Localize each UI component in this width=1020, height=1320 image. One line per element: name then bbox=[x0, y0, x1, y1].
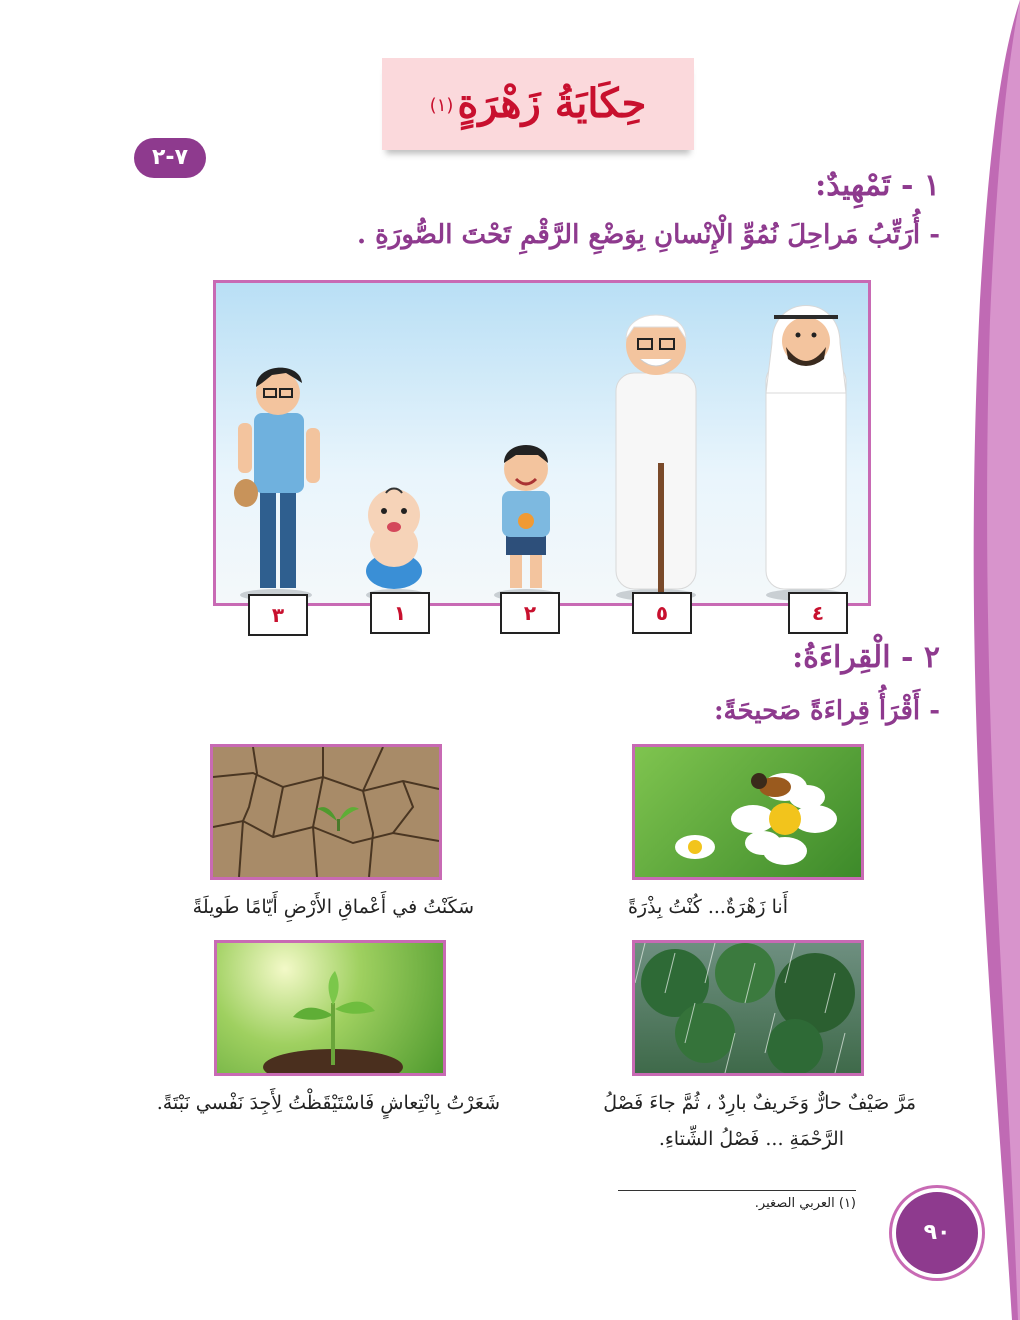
number-box-baby[interactable]: ١ bbox=[370, 592, 430, 634]
page-number-badge: ٩٠ bbox=[892, 1188, 982, 1278]
footnote: (١) العربي الصغير. bbox=[754, 1196, 856, 1211]
number-box-old-man[interactable]: ٥ bbox=[632, 592, 692, 634]
young-man-figure bbox=[234, 368, 320, 588]
growth-figures-svg bbox=[216, 283, 868, 603]
old-man-figure bbox=[616, 315, 696, 593]
caption-sprout: شَعَرْتُ بِانْتِعاشٍ فَاسْتَيْقَظْتُ لِأَجِدَ نَفْسي نَبْتَةً. bbox=[156, 1092, 500, 1114]
section2-instruction: - أَقْرَأُ قِراءَةً صَحيحَةً: bbox=[713, 696, 940, 726]
caption-flower: أَنا زَهْرَةٌ... كُنْتُ بِذْرَةً bbox=[627, 896, 788, 918]
number-box-young-man[interactable]: ٣ bbox=[248, 594, 308, 636]
sprout-photo bbox=[214, 940, 446, 1076]
title-footnote-ref: (١) bbox=[429, 94, 454, 116]
number-box-adult-man[interactable]: ٤ bbox=[788, 592, 848, 634]
number-box-child[interactable]: ٢ bbox=[500, 592, 560, 634]
human-growth-illustration bbox=[213, 280, 871, 606]
rain-trees-photo bbox=[632, 940, 864, 1076]
lesson-number-badge: ٧-٢ bbox=[134, 138, 206, 178]
adult-man-figure bbox=[766, 306, 846, 590]
lesson-title: حِكَايَةُ زَهْرَةٍ bbox=[457, 80, 647, 127]
cracked-soil-photo bbox=[210, 744, 442, 880]
caption-rain-line2: الرَّحْمَةِ ... فَصْلُ الشِّتاءِ. bbox=[658, 1128, 844, 1150]
caption-rain-line1: مَرَّ صَيْفٌ حارٌّ وَخَريفٌ بارِدٌ ، ثُمَّ جاءَ فَصْلُ bbox=[603, 1092, 916, 1114]
section1-instruction: - أُرَتِّبُ مَراحِلَ نُمُوِّ الْإِنْسانِ بِوَضْعِ الرَّقْمِ تَحْتَ الصُّورَةِ . bbox=[357, 220, 940, 250]
baby-figure bbox=[366, 489, 422, 590]
footnote-divider bbox=[618, 1190, 856, 1191]
section2-heading: ٢ - الْقِراءَةُ: bbox=[792, 640, 940, 675]
caption-soil: سَكَنْتُ في أَعْماقِ الأَرْضِ أَيّامًا طَويلَةً bbox=[192, 896, 474, 918]
flower-bee-photo bbox=[632, 744, 864, 880]
lesson-title-box bbox=[382, 58, 694, 150]
section1-heading: ١ - تَمْهِيدٌ: bbox=[815, 168, 940, 203]
child-figure bbox=[502, 445, 550, 588]
